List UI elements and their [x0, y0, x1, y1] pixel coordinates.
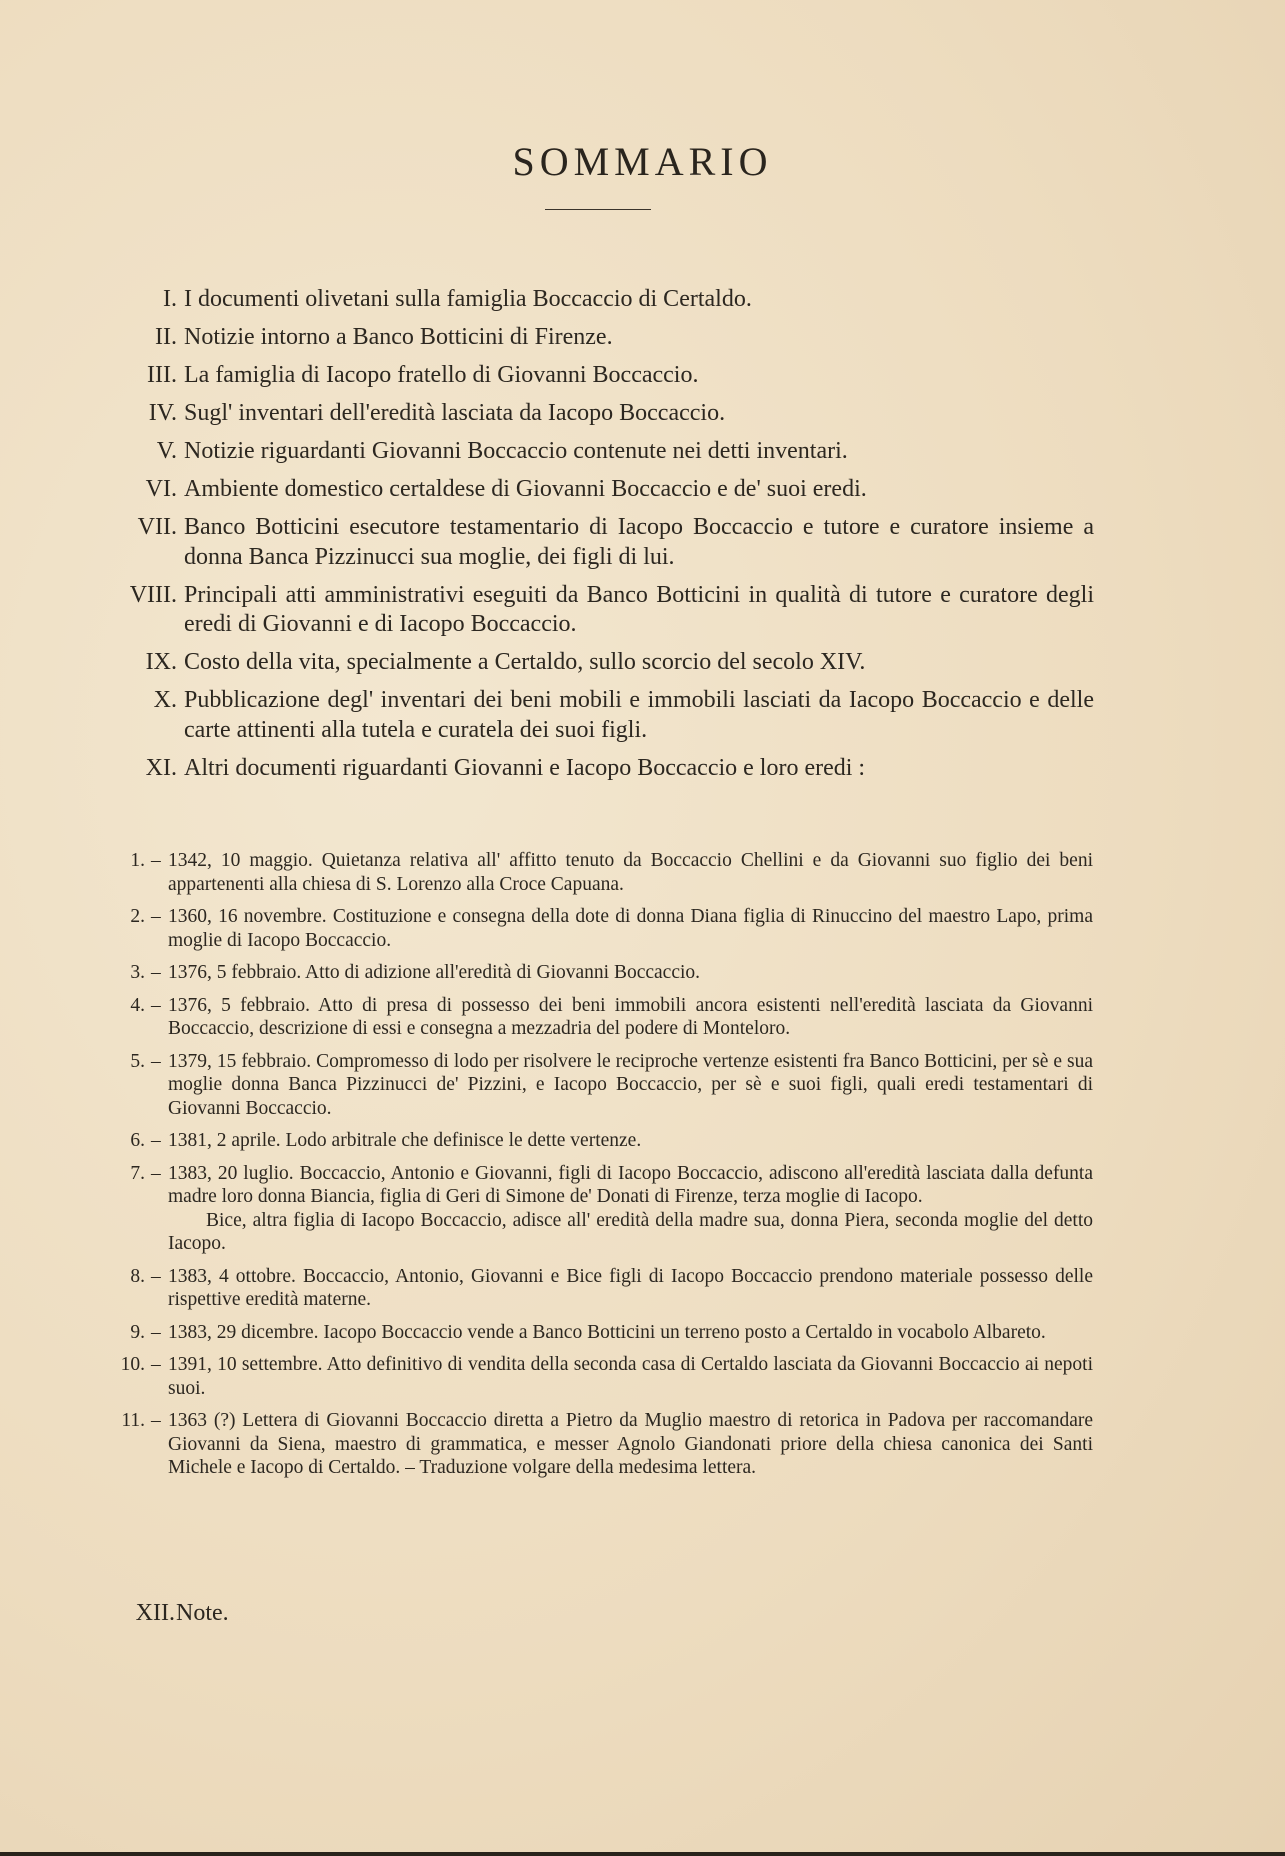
document-number: 10.	[120, 1354, 145, 1375]
toc-item	[0, 323, 1285, 353]
toc-number: IX.	[145, 649, 177, 675]
document-text: 1363 (?) Lettera di Giovanni Boccaccio diretta a Pietro da Muglio maestro di retorica in Padova per raccomandare Giovanni da Siena, maestro di grammatica, e messer Agnolo Giandonati priore della chiesa canonica dei Santi Michele e Iacopo di Certaldo. – Traduzione volgare della medesima lettera.	[168, 1410, 1093, 1478]
toc-text: Banco Botticini esecutore testamentario di Iacopo Boccaccio e tutore e curatore insieme a donna Banca Pizzinucci sua moglie, dei figli di lui.	[184, 514, 1094, 570]
title-rule	[545, 209, 651, 210]
document-entry	[0, 1050, 1285, 1121]
document-text: 1383, 20 luglio. Boccaccio, Antonio e Giovanni, figli di Iacopo Boccaccio, adiscono all'eredità lasciata dalla defunta madre loro donna Biancia, figlia di Geri di Simone de' Donati di Firenze, terza moglie di Iacopo.	[168, 1162, 1093, 1207]
document-dash: –	[151, 1410, 161, 1431]
document-entry	[0, 961, 1285, 985]
toc-text: Ambiente domestico certaldese di Giovanni Boccaccio e de' suoi eredi.	[184, 476, 867, 502]
document-entry	[0, 849, 1285, 896]
document-text: 1391, 10 settembre. Atto definitivo di vendita della seconda casa di Certaldo lasciata da Giovanni Boccaccio ai nepoti suoi.	[168, 1354, 1093, 1399]
toc-item	[0, 437, 1285, 467]
toc-number: V.	[156, 438, 177, 464]
document-number: 6.	[130, 1130, 145, 1151]
toc-item	[0, 648, 1285, 678]
toc-text: Note.	[176, 1600, 229, 1626]
table-of-contents	[0, 285, 1285, 792]
document-text: 1379, 15 febbraio. Compromesso di lodo per risolvere le reciproche vertenze esistenti fra Banco Botticini, per sè e sua moglie donna Banca Pizzinucci de' Pizzini, e Iacopo Boccaccio, per sè e suoi figli, quali eredi testamentari di Giovanni Boccaccio.	[168, 1050, 1093, 1119]
document-number: 3.	[130, 962, 145, 983]
toc-number: XII.	[135, 1600, 175, 1626]
document-dash: –	[151, 1130, 161, 1151]
toc-text: Notizie riguardanti Giovanni Boccaccio contenute nei detti inventari.	[184, 438, 848, 464]
toc-text: Altri documenti riguardanti Giovanni e Iacopo Boccaccio e loro eredi :	[184, 754, 866, 781]
document-continuation: Bice, altra figlia di Iacopo Boccaccio, adisce all' eredità della madre sua, donna Piera, seconda moglie del detto Iacopo.	[168, 1209, 1093, 1254]
document-text: 1383, 29 dicembre. Iacopo Boccaccio vende a Banco Botticini un terreno posto a Certaldo in vocabolo Albareto.	[168, 1321, 1046, 1343]
document-number: 8.	[130, 1265, 145, 1287]
toc-item	[0, 475, 1285, 505]
document-entry	[0, 905, 1285, 952]
document-entry	[0, 1162, 1285, 1256]
toc-number: VIII.	[129, 581, 177, 608]
document-entry	[0, 994, 1285, 1041]
document-number: 11.	[121, 1410, 145, 1431]
toc-text: Notizie intorno a Banco Botticini di Firenze.	[184, 324, 613, 350]
document-text: 1376, 5 febbraio. Atto di presa di possesso dei beni immobili ancora esistenti nell'eredità lasciata da Giovanni Boccaccio, descrizione di essi e consegna a mezzadria del podere di Monteloro.	[168, 994, 1093, 1039]
toc-item	[0, 361, 1285, 391]
document-text: 1360, 16 novembre. Costituzione e consegna della dote di donna Diana figlia di Rinuccino del maestro Lapo, prima moglie di Iacopo Boccaccio.	[168, 906, 1093, 951]
toc-number: IV.	[148, 400, 177, 426]
document-number: 4.	[130, 994, 145, 1016]
document-entry	[0, 1353, 1285, 1400]
toc-text: Pubblicazione degl' inventari dei beni mobili e immobili lasciati da Iacopo Boccaccio e delle carte attinenti alla tutela e curatela dei suoi figli.	[184, 687, 1094, 743]
toc-item	[0, 754, 1285, 784]
document-dash: –	[151, 1265, 161, 1287]
toc-number: XI.	[145, 754, 177, 781]
document-entry	[0, 1409, 1285, 1480]
document-dash: –	[151, 1050, 161, 1072]
toc-number: II.	[155, 324, 177, 350]
document-entry	[0, 1321, 1285, 1345]
document-dash: –	[151, 1321, 161, 1343]
document-dash: –	[151, 994, 161, 1016]
toc-text: I documenti olivetani sulla famiglia Boccaccio di Certaldo.	[184, 286, 752, 312]
document-dash: –	[151, 1162, 161, 1184]
toc-text: Sugl' inventari dell'eredità lasciata da Iacopo Boccaccio.	[184, 400, 726, 426]
document-entry	[0, 1265, 1285, 1312]
document-number: 5.	[130, 1050, 145, 1072]
toc-text: Costo della vita, specialmente a Certaldo, sullo scorcio del secolo XIV.	[184, 649, 866, 675]
toc-text: Principali atti amministrativi eseguiti da Banco Botticini in qualità di tutore e curatore degli eredi di Giovanni e di Iacopo Boccaccio.	[184, 581, 1094, 637]
document-number: 1.	[130, 850, 145, 871]
toc-item	[0, 686, 1285, 745]
document-number: 7.	[130, 1162, 145, 1184]
toc-item	[0, 513, 1285, 572]
document-text: 1342, 10 maggio. Quietanza relativa all' affitto tenuto da Boccaccio Chellini e da Giovanni suo figlio dei beni appartenenti alla chiesa di S. Lorenzo alla Croce Capuana.	[168, 850, 1093, 895]
document-dash: –	[151, 1354, 161, 1375]
toc-number: VI.	[145, 476, 177, 502]
toc-item	[0, 399, 1285, 429]
document-dash: –	[151, 906, 161, 927]
toc-number: III.	[147, 362, 177, 388]
toc-text: La famiglia di Iacopo fratello di Giovanni Boccaccio.	[184, 362, 699, 388]
document-text: 1376, 5 febbraio. Atto di adizione all'eredità di Giovanni Boccaccio.	[168, 962, 701, 983]
document-text: 1381, 2 aprile. Lodo arbitrale che definisce le dette vertenze.	[168, 1130, 642, 1151]
document-number: 2.	[130, 906, 145, 927]
page-bottom-edge	[0, 1852, 1285, 1856]
page-title: SOMMARIO	[512, 139, 773, 184]
toc-number: I.	[163, 286, 177, 312]
document-number: 9.	[130, 1321, 145, 1343]
document-entry	[0, 1129, 1285, 1153]
toc-item	[0, 285, 1285, 315]
document-dash: –	[151, 850, 161, 871]
document-list	[0, 849, 1285, 1489]
document-dash: –	[151, 962, 161, 983]
toc-number: VII.	[137, 514, 177, 540]
toc-item	[0, 581, 1285, 640]
toc-number: X.	[153, 687, 177, 713]
document-text: 1383, 4 ottobre. Boccaccio, Antonio, Giovanni e Bice figli di Iacopo Boccaccio prendono materiale possesso delle rispettive eredità materne.	[168, 1265, 1093, 1310]
